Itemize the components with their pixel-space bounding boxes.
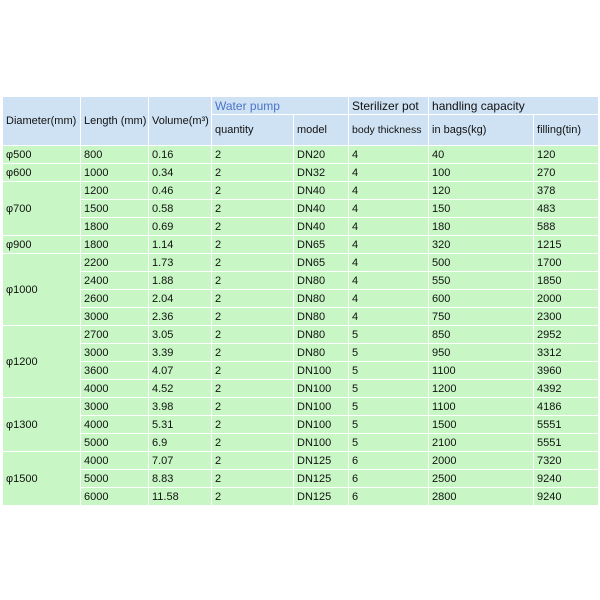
- filling-cell: 1700: [534, 254, 599, 272]
- volume-cell: 7.07: [149, 452, 212, 470]
- volume-cell: 1.88: [149, 272, 212, 290]
- quantity-cell: 2: [212, 362, 294, 380]
- volume-cell: 5.31: [149, 416, 212, 434]
- filling-cell: 120: [534, 146, 599, 164]
- length-cell: 5000: [81, 470, 149, 488]
- length-cell: 1200: [81, 182, 149, 200]
- bags-cell: 750: [429, 308, 534, 326]
- table-row: [3, 236, 599, 254]
- bags-cell: 500: [429, 254, 534, 272]
- filling-cell: 378: [534, 182, 599, 200]
- length-cell: 2700: [81, 326, 149, 344]
- quantity-cell: 2: [212, 290, 294, 308]
- thickness-cell: 5: [349, 398, 429, 416]
- quantity-cell: 2: [212, 218, 294, 236]
- quantity-cell: 2: [212, 236, 294, 254]
- bags-cell: 100: [429, 164, 534, 182]
- model-cell: DN100: [294, 416, 349, 434]
- model-cell: DN100: [294, 380, 349, 398]
- quantity-cell: 2: [212, 434, 294, 452]
- quantity-cell: 2: [212, 146, 294, 164]
- table-row: [3, 146, 599, 164]
- diameter-cell: φ900: [3, 236, 81, 254]
- bags-cell: 1100: [429, 362, 534, 380]
- volume-cell: 2.36: [149, 308, 212, 326]
- model-cell: DN40: [294, 218, 349, 236]
- quantity-cell: 2: [212, 416, 294, 434]
- model-cell: DN125: [294, 488, 349, 506]
- header-sterilizer-pot: Sterilizer pot: [349, 97, 429, 115]
- length-cell: 3000: [81, 308, 149, 326]
- model-cell: DN65: [294, 254, 349, 272]
- quantity-cell: 2: [212, 254, 294, 272]
- header-filling: filling(tin): [534, 115, 599, 146]
- thickness-cell: 6: [349, 470, 429, 488]
- thickness-cell: 4: [349, 272, 429, 290]
- table-row: [3, 308, 599, 326]
- quantity-cell: 2: [212, 164, 294, 182]
- quantity-cell: 2: [212, 326, 294, 344]
- quantity-cell: 2: [212, 182, 294, 200]
- header-volume: Volume(m³): [149, 97, 212, 146]
- length-cell: 1000: [81, 164, 149, 182]
- filling-cell: 588: [534, 218, 599, 236]
- filling-cell: 1850: [534, 272, 599, 290]
- thickness-cell: 5: [349, 344, 429, 362]
- diameter-cell: φ700: [3, 182, 81, 236]
- thickness-cell: 4: [349, 182, 429, 200]
- model-cell: DN80: [294, 344, 349, 362]
- volume-cell: 1.14: [149, 236, 212, 254]
- length-cell: 800: [81, 146, 149, 164]
- filling-cell: 4392: [534, 380, 599, 398]
- thickness-cell: 6: [349, 452, 429, 470]
- table-row: [3, 488, 599, 506]
- diameter-cell: φ500: [3, 146, 81, 164]
- table-row: [3, 326, 599, 344]
- model-cell: DN125: [294, 470, 349, 488]
- table-row: [3, 380, 599, 398]
- bags-cell: 2000: [429, 452, 534, 470]
- length-cell: 1800: [81, 218, 149, 236]
- thickness-cell: 4: [349, 200, 429, 218]
- spec-table: [2, 96, 599, 506]
- volume-cell: 0.34: [149, 164, 212, 182]
- volume-cell: 0.46: [149, 182, 212, 200]
- header-diameter: Diameter(mm): [3, 97, 81, 146]
- bags-cell: 320: [429, 236, 534, 254]
- thickness-cell: 4: [349, 308, 429, 326]
- length-cell: 1800: [81, 236, 149, 254]
- spec-table-body: [3, 146, 599, 506]
- quantity-cell: 2: [212, 398, 294, 416]
- length-cell: 3000: [81, 398, 149, 416]
- volume-cell: 8.83: [149, 470, 212, 488]
- filling-cell: 5551: [534, 416, 599, 434]
- table-row: [3, 254, 599, 272]
- bags-cell: 2800: [429, 488, 534, 506]
- header-length: Length (mm): [81, 97, 149, 146]
- table-row: [3, 470, 599, 488]
- length-cell: 1500: [81, 200, 149, 218]
- table-row: [3, 290, 599, 308]
- model-cell: DN125: [294, 452, 349, 470]
- quantity-cell: 2: [212, 344, 294, 362]
- bags-cell: 950: [429, 344, 534, 362]
- model-cell: DN32: [294, 164, 349, 182]
- table-row: [3, 398, 599, 416]
- model-cell: DN100: [294, 362, 349, 380]
- model-cell: DN20: [294, 146, 349, 164]
- bags-cell: 1100: [429, 398, 534, 416]
- length-cell: 2200: [81, 254, 149, 272]
- volume-cell: 0.69: [149, 218, 212, 236]
- diameter-cell: φ1500: [3, 452, 81, 506]
- table-row: [3, 362, 599, 380]
- volume-cell: 4.52: [149, 380, 212, 398]
- table-row: [3, 164, 599, 182]
- model-cell: DN40: [294, 182, 349, 200]
- filling-cell: 2300: [534, 308, 599, 326]
- length-cell: 3000: [81, 344, 149, 362]
- table-row: [3, 452, 599, 470]
- table-row: [3, 344, 599, 362]
- table-row: [3, 182, 599, 200]
- volume-cell: 3.39: [149, 344, 212, 362]
- model-cell: DN80: [294, 308, 349, 326]
- filling-cell: 3312: [534, 344, 599, 362]
- bags-cell: 600: [429, 290, 534, 308]
- volume-cell: 2.04: [149, 290, 212, 308]
- thickness-cell: 5: [349, 326, 429, 344]
- volume-cell: 0.58: [149, 200, 212, 218]
- bags-cell: 150: [429, 200, 534, 218]
- table-row: [3, 218, 599, 236]
- header-in-bags: in bags(kg): [429, 115, 534, 146]
- bags-cell: 40: [429, 146, 534, 164]
- filling-cell: 483: [534, 200, 599, 218]
- length-cell: 2600: [81, 290, 149, 308]
- model-cell: DN100: [294, 434, 349, 452]
- filling-cell: 270: [534, 164, 599, 182]
- header-body-thickness: body thickness: [349, 115, 429, 146]
- header-handling-capacity: handling capacity: [429, 97, 599, 115]
- bags-cell: 2500: [429, 470, 534, 488]
- bags-cell: 1200: [429, 380, 534, 398]
- length-cell: 4000: [81, 452, 149, 470]
- table-row: [3, 434, 599, 452]
- model-cell: DN80: [294, 326, 349, 344]
- length-cell: 4000: [81, 416, 149, 434]
- header-quantity: quantity: [212, 115, 294, 146]
- length-cell: 4000: [81, 380, 149, 398]
- volume-cell: 0.16: [149, 146, 212, 164]
- filling-cell: 2952: [534, 326, 599, 344]
- diameter-cell: φ1200: [3, 326, 81, 398]
- diameter-cell: φ600: [3, 164, 81, 182]
- model-cell: DN80: [294, 272, 349, 290]
- bags-cell: 850: [429, 326, 534, 344]
- diameter-cell: φ1000: [3, 254, 81, 326]
- thickness-cell: 4: [349, 218, 429, 236]
- filling-cell: 9240: [534, 470, 599, 488]
- volume-cell: 1.73: [149, 254, 212, 272]
- header-model: model: [294, 115, 349, 146]
- volume-cell: 4.07: [149, 362, 212, 380]
- diameter-cell: φ1300: [3, 398, 81, 452]
- thickness-cell: 4: [349, 236, 429, 254]
- length-cell: 6000: [81, 488, 149, 506]
- quantity-cell: 2: [212, 272, 294, 290]
- bags-cell: 120: [429, 182, 534, 200]
- thickness-cell: 5: [349, 362, 429, 380]
- volume-cell: 3.05: [149, 326, 212, 344]
- bags-cell: 2100: [429, 434, 534, 452]
- quantity-cell: 2: [212, 200, 294, 218]
- bags-cell: 1500: [429, 416, 534, 434]
- quantity-cell: 2: [212, 488, 294, 506]
- quantity-cell: 2: [212, 308, 294, 326]
- thickness-cell: 4: [349, 146, 429, 164]
- thickness-cell: 4: [349, 164, 429, 182]
- table-row: [3, 272, 599, 290]
- filling-cell: 1215: [534, 236, 599, 254]
- model-cell: DN80: [294, 290, 349, 308]
- length-cell: 3600: [81, 362, 149, 380]
- table-row: [3, 416, 599, 434]
- quantity-cell: 2: [212, 452, 294, 470]
- thickness-cell: 4: [349, 254, 429, 272]
- quantity-cell: 2: [212, 380, 294, 398]
- thickness-cell: 5: [349, 434, 429, 452]
- table-row: [3, 200, 599, 218]
- bags-cell: 180: [429, 218, 534, 236]
- thickness-cell: 5: [349, 416, 429, 434]
- volume-cell: 6.9: [149, 434, 212, 452]
- length-cell: 5000: [81, 434, 149, 452]
- header-water-pump: Water pump: [212, 97, 349, 115]
- volume-cell: 11.58: [149, 488, 212, 506]
- filling-cell: 5551: [534, 434, 599, 452]
- filling-cell: 3960: [534, 362, 599, 380]
- thickness-cell: 5: [349, 380, 429, 398]
- filling-cell: 4186: [534, 398, 599, 416]
- model-cell: DN40: [294, 200, 349, 218]
- bags-cell: 550: [429, 272, 534, 290]
- thickness-cell: 6: [349, 488, 429, 506]
- thickness-cell: 4: [349, 290, 429, 308]
- model-cell: DN65: [294, 236, 349, 254]
- volume-cell: 3.98: [149, 398, 212, 416]
- model-cell: DN100: [294, 398, 349, 416]
- filling-cell: 7320: [534, 452, 599, 470]
- filling-cell: 9240: [534, 488, 599, 506]
- quantity-cell: 2: [212, 470, 294, 488]
- length-cell: 2400: [81, 272, 149, 290]
- filling-cell: 2000: [534, 290, 599, 308]
